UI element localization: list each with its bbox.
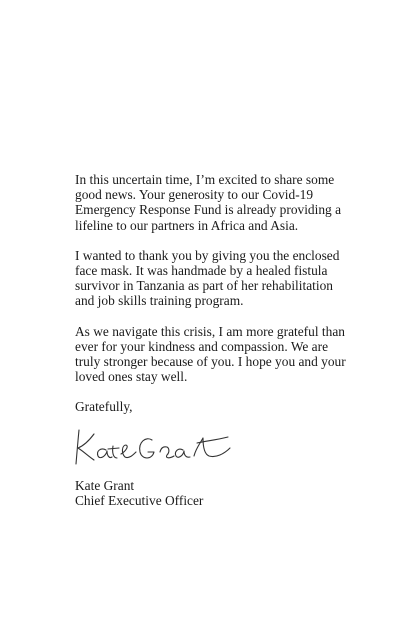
letter-body xyxy=(75,172,375,415)
paragraph-intro: In this uncertain time, I’m excited to share some good news. Your generosity to our Covid-19 Emergency Response Fund is already providing a lifeline to our partners in Africa and Asia. xyxy=(75,172,342,233)
signer-block xyxy=(75,478,203,509)
handwritten-signature-image xyxy=(66,418,242,470)
signer-title: Chief Executive Officer xyxy=(75,493,204,509)
paragraph-gratitude: As we navigate this crisis, I am more grateful than ever for your kindness and compassion. We are truly stronger because of you. I hope you and your loved ones stay well. xyxy=(75,323,346,385)
closing-line: Gratefully, xyxy=(75,399,133,415)
paragraph-thanks: I wanted to thank you by giving you the enclosed face mask. It was handmade by a healed fistula survivor in Tanzania as part of her rehabilitation and job skills training program. xyxy=(75,247,340,309)
signer-name: Kate Grant xyxy=(75,478,135,493)
